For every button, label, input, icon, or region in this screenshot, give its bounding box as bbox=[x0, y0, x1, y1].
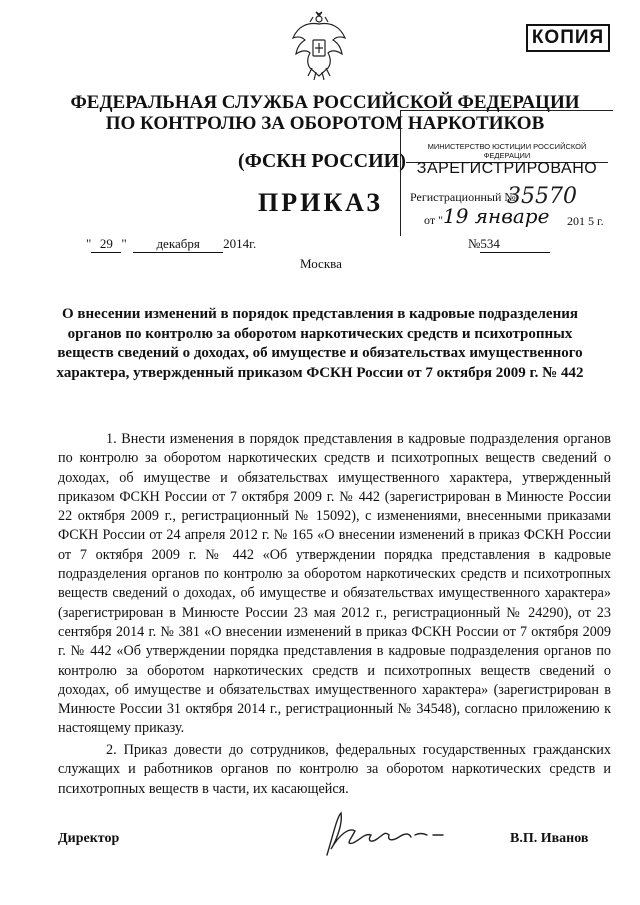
number-label: № bbox=[468, 236, 481, 251]
stamp-date: 19 январе bbox=[443, 204, 550, 228]
handwritten-signature bbox=[315, 805, 465, 860]
date-year: 2014г. bbox=[223, 236, 257, 251]
copy-stamp: КОПИЯ bbox=[526, 24, 610, 52]
date-day: 29 bbox=[91, 236, 121, 253]
document-number bbox=[468, 236, 550, 253]
stamp-ministry: МИНИСТЕРСТВО ЮСТИЦИИ РОССИЙСКОЙ ФЕДЕРАЦИИ bbox=[406, 142, 608, 163]
org-abbreviation: (ФСКН РОССИИ) bbox=[238, 150, 406, 172]
paragraph-2: 2. Приказ довести до сотрудников, федеральных государственных гражданских служащих и работников органов по контролю за оборотом наркотических средств и психотропных веществ в части, их касающейся. bbox=[58, 742, 611, 797]
number-value: 534 bbox=[480, 236, 550, 253]
document-title: О внесении изменений в порядок представления в кадровые подразделения органов по контролю за оборотом наркотических средств и психотропных веществ сведений о доходах, об имуществе и обязательствах имущественного характера, утвержденный приказом ФСКН России от 7 октября 2009 г. № 442 bbox=[56, 306, 584, 381]
org-name-line1: ФЕДЕРАЛЬНАЯ СЛУЖБА РОССИЙСКОЙ ФЕДЕРАЦИИ bbox=[70, 92, 580, 113]
document-place: Москва bbox=[300, 256, 342, 271]
paragraph-1: 1. Внести изменения в порядок представления в кадровые подразделения органов по контролю за оборотом наркотических средств и психотропных веществ сведений о доходах, об имуществе и обязательствах имущественного характера, утвержденный приказом ФСКН России от 7 октября 2009 г. № 442 (зарегистрирован в Минюсте России 22 октября 2009 г., регистрационный № 15092), с изменениями, внесенными приказами ФСКН России от 24 апреля 2012 г. № 165 «О внесении изменений в приказ ФСКН России от 7 октября 2009 г. № 442 «Об утверждении порядка представления в кадровые подразделения органов по контролю за оборотом наркотических средств и психотропных веществ сведений о доходах, об имуществе и обязательствах имущественного характера» (зарегистрирован в Минюсте России 23 мая 2012 г., регистрационный № 24290), от 23 сентября 2014 г. № 381 «О внесении изменений в приказ ФСКН России от 7 октября 2009 г. № 442 «Об утверждении порядка представления в кадровые подразделения органов по контролю за оборотом наркотических средств и психотропных веществ сведений о доходах, об имуществе и обязательствах имущественного характера» (зарегистрирован в Минюсте России 31 октября 2014 г., регистрационный № 34548), согласно приложению к настоящему приказу. bbox=[58, 431, 611, 737]
org-name-line2: ПО КОНТРОЛЮ ЗА ОБОРОТОМ НАРКОТИКОВ bbox=[105, 113, 545, 134]
date-month: декабря bbox=[133, 236, 223, 253]
signer-position: Директор bbox=[58, 831, 120, 846]
document-type: ПРИКАЗ bbox=[258, 188, 384, 217]
stamp-year: 201 5 г. bbox=[567, 214, 604, 228]
document-date: " 29 " декабря 2014г. bbox=[86, 236, 257, 251]
signer-name: В.П. Иванов bbox=[510, 831, 589, 846]
stamp-number-label: Регистрационный № bbox=[410, 190, 516, 204]
stamp-status: ЗАРЕГИСТРИРОВАНО bbox=[416, 160, 598, 177]
state-emblem-icon bbox=[288, 10, 350, 82]
stamp-date-prefix: от " bbox=[424, 213, 443, 227]
stamp-number: 35570 bbox=[507, 184, 577, 209]
